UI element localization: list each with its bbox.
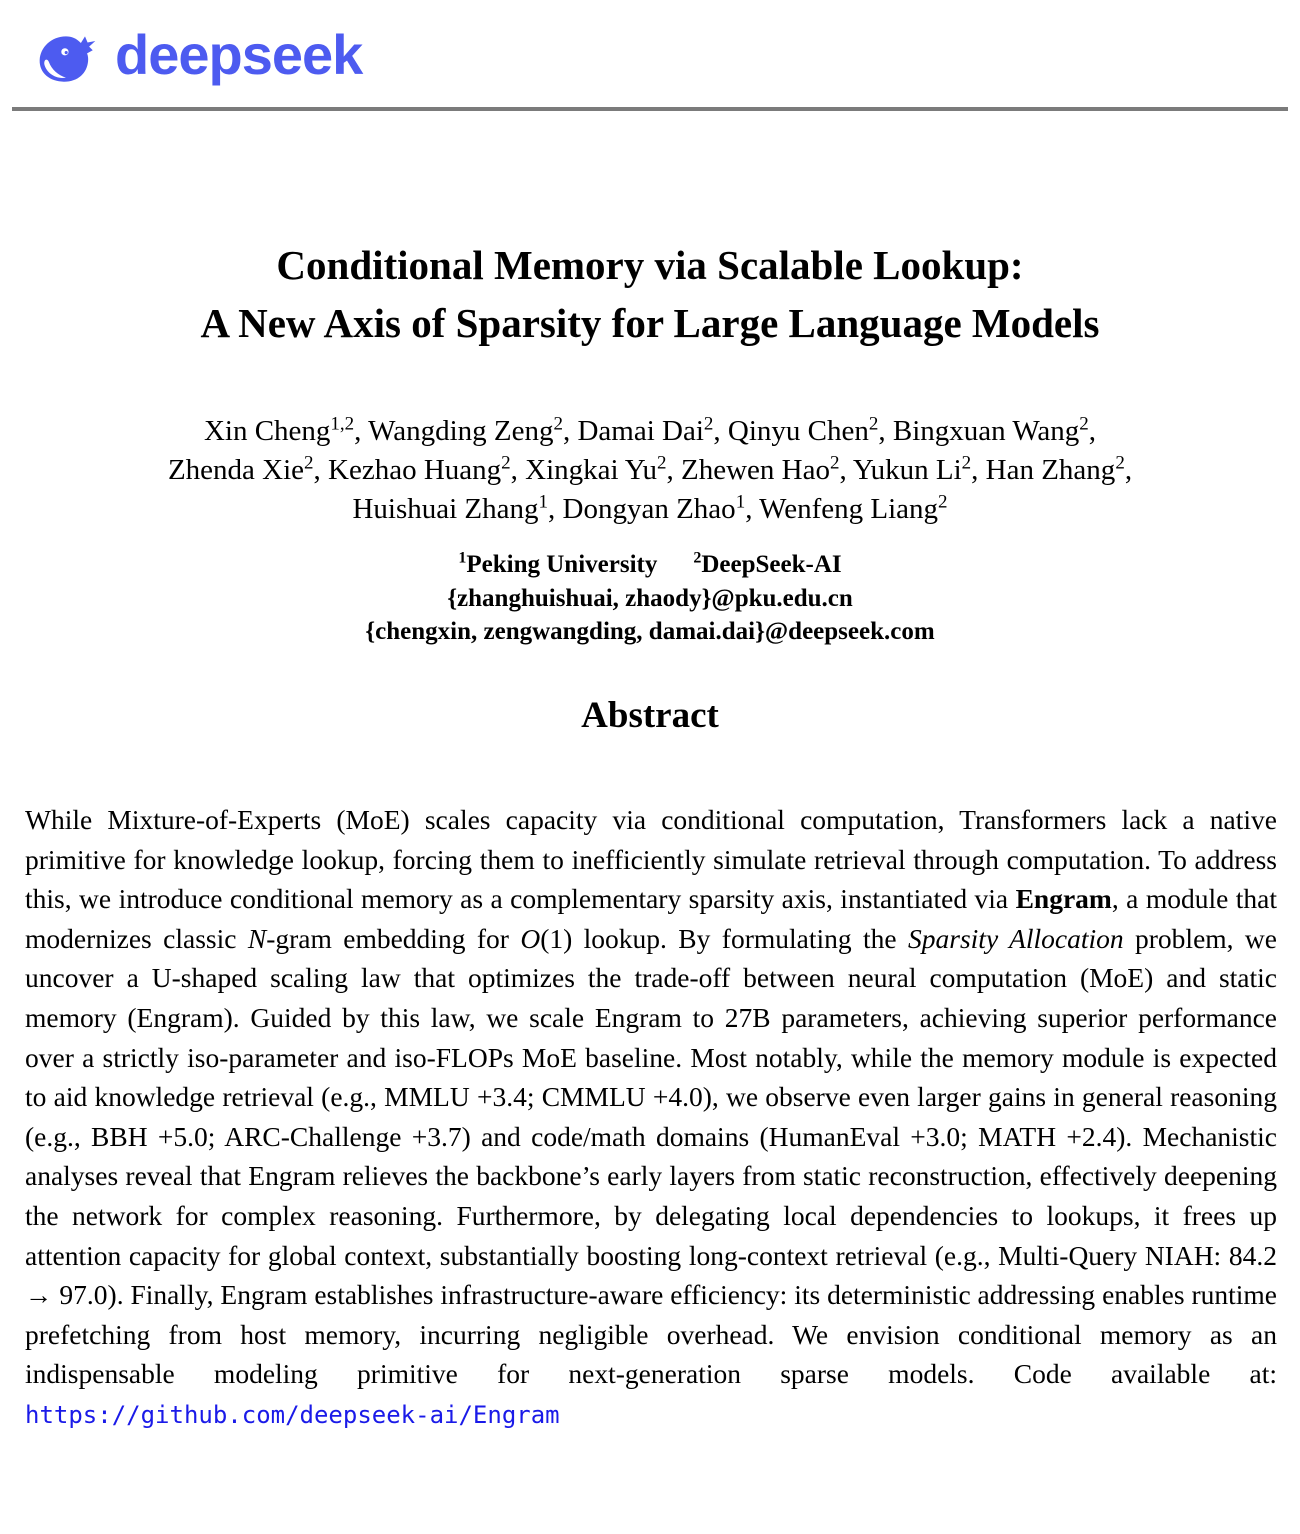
- abstract-run: -gram embedding for: [266, 922, 521, 954]
- author-separator: ,: [745, 493, 760, 525]
- header-divider: [12, 107, 1288, 111]
- affiliation-block: [0, 548, 1300, 648]
- author-name: Dongyan Zhao: [562, 493, 736, 525]
- author-name: Bingxuan Wang: [892, 415, 1080, 447]
- deepseek-wordmark: deepseek: [115, 22, 363, 86]
- author-affiliation-sup: 1: [735, 491, 746, 513]
- author-separator: ,: [713, 415, 728, 447]
- author-name: Yukun Li: [852, 454, 962, 486]
- abstract-run-o-italic: O: [520, 922, 541, 954]
- author-name: Wenfeng Liang: [759, 493, 939, 525]
- author: [853, 454, 986, 486]
- abstract-text: [25, 800, 1277, 1436]
- author-affiliation-sup: 1,2: [330, 413, 355, 435]
- paper-title-line2: A New Axis of Sparsity for Large Language Models: [200, 300, 1100, 346]
- author-list: [0, 412, 1300, 529]
- author-separator: ,: [510, 454, 526, 486]
- abstract-run: , a module that modernizes classic: [25, 883, 1277, 954]
- author-affiliation-sup: 1: [538, 491, 549, 513]
- affiliation-deepseek: [693, 551, 841, 578]
- affiliations: [0, 548, 1300, 582]
- affiliation-name: DeepSeek-AI: [701, 551, 842, 578]
- author-name: Xingkai Yu: [525, 454, 657, 486]
- author: [563, 493, 760, 525]
- author-name: Huishuai Zhang: [352, 493, 539, 525]
- author-affiliation-sup: 2: [304, 452, 314, 474]
- author-separator: ,: [354, 415, 369, 447]
- affiliation-peking: [458, 551, 657, 578]
- author: [986, 454, 1132, 486]
- github-link[interactable]: https://github.com/deepseek-ai/Engram: [25, 1400, 560, 1429]
- author-affiliation-sup: 2: [938, 491, 948, 513]
- author: [728, 415, 893, 447]
- author-name: Zhewen Hao: [681, 454, 830, 486]
- author: [681, 454, 853, 486]
- affiliation-sup: 1: [458, 549, 467, 567]
- authors-line-3: [0, 490, 1300, 529]
- abstract-run-n-italic: N: [247, 922, 267, 954]
- author: [577, 415, 727, 447]
- whale-icon: [34, 18, 102, 98]
- author-name: Kezhao Huang: [328, 454, 502, 486]
- abstract-run: (1) lookup. By formulating the: [540, 922, 909, 954]
- abstract-heading: Abstract: [581, 695, 719, 736]
- author: [168, 454, 328, 486]
- author-separator: ,: [1088, 415, 1097, 447]
- author-affiliation-sup: 2: [1079, 413, 1089, 435]
- author: [368, 415, 577, 447]
- email-deepseek: {chengxin, zengwangding, damai.dai}@deepseek.com: [365, 618, 935, 645]
- author: [893, 415, 1096, 447]
- authors-line-1: [0, 412, 1300, 451]
- email-pku: {zhanghuishuai, zhaody}@pku.edu.cn: [447, 585, 853, 612]
- author: [328, 454, 525, 486]
- author-separator: ,: [971, 454, 986, 486]
- paper-title-line1: Conditional Memory via Scalable Lookup:: [276, 242, 1024, 288]
- affiliation-sup: 2: [693, 549, 702, 567]
- deepseek-logo: [34, 18, 362, 98]
- author-name: Qinyu Chen: [727, 415, 869, 447]
- abstract-run: While Mixture-of-Experts (MoE) scales capacity via conditional computation, Transformers lack a native primitive for knowledge lookup, forcing them to inefficiently simulate retrieval through computation. To address this, we introduce conditional memory as a complementary sparsity axis, instantiated via: [25, 804, 1277, 915]
- author-affiliation-sup: 2: [703, 413, 714, 435]
- author-name: Han Zhang: [985, 454, 1116, 486]
- author-name: Wangding Zeng: [368, 415, 554, 447]
- author-affiliation-sup: 2: [1115, 452, 1125, 474]
- author: [204, 415, 368, 447]
- author-affiliation-sup: 2: [553, 413, 563, 435]
- author: [759, 493, 947, 525]
- author-name: Zhenda Xie: [167, 454, 305, 486]
- author: [352, 493, 562, 525]
- affiliation-name: Peking University: [466, 551, 658, 578]
- abstract-run: problem, we uncover a U-shaped scaling law that optimizes the trade-off between neural computation (MoE) and static memory (Engram). Guided by this law, we scale Engram to 27B parameters, achieving superior performance over a strictly iso-parameter and iso-FLOPs MoE baseline. Most notably, while the memory module is expected to aid knowledge retrieval (e.g., MMLU +3.4; CMMLU +4.0), we observe even larger gains in general reasoning (e.g., BBH +5.0; ARC-Challenge +3.7) and code/math domains (HumanEval +3.0; MATH +2.4). Mechanistic analyses reveal that Engram relieves the backbone’s early layers from static reconstruction, effectively deepening the network for complex reasoning. Furthermore, by delegating local dependencies to lookups, it frees up attention capacity for global context, substantially boosting long-context retrieval (e.g., Multi-Query NIAH: 84.2 → 97.0). Finally, Engram establishes infrastructure-aware efficiency: its deterministic addressing enables runtime prefetching from host memory, incurring negligible overhead. We envision conditional memory as an indispensable modeling primitive for next-generation sparse models. Code available at:: [25, 922, 1277, 1390]
- author-affiliation-sup: 2: [829, 452, 840, 474]
- author-affiliation-sup: 2: [657, 452, 667, 474]
- author-affiliation-sup: 2: [868, 413, 879, 435]
- paper-title: [0, 236, 1300, 352]
- abstract-run-sparsity-allocation-italic: Sparsity Allocation: [908, 922, 1124, 954]
- author-affiliation-sup: 2: [501, 452, 511, 474]
- authors-line-2: [0, 451, 1300, 490]
- author-separator: ,: [562, 415, 578, 447]
- author-affiliation-sup: 2: [961, 452, 972, 474]
- author-separator: ,: [666, 454, 681, 486]
- author-separator: ,: [1124, 454, 1133, 486]
- author-separator: ,: [548, 493, 563, 525]
- author-name: Damai Dai: [577, 415, 704, 447]
- abstract-run-engram-bold: Engram: [1015, 883, 1112, 915]
- author-separator: ,: [313, 454, 329, 486]
- author-separator: ,: [878, 415, 893, 447]
- author: [525, 454, 681, 486]
- author-separator: ,: [839, 454, 853, 486]
- author-name: Xin Cheng: [203, 415, 331, 447]
